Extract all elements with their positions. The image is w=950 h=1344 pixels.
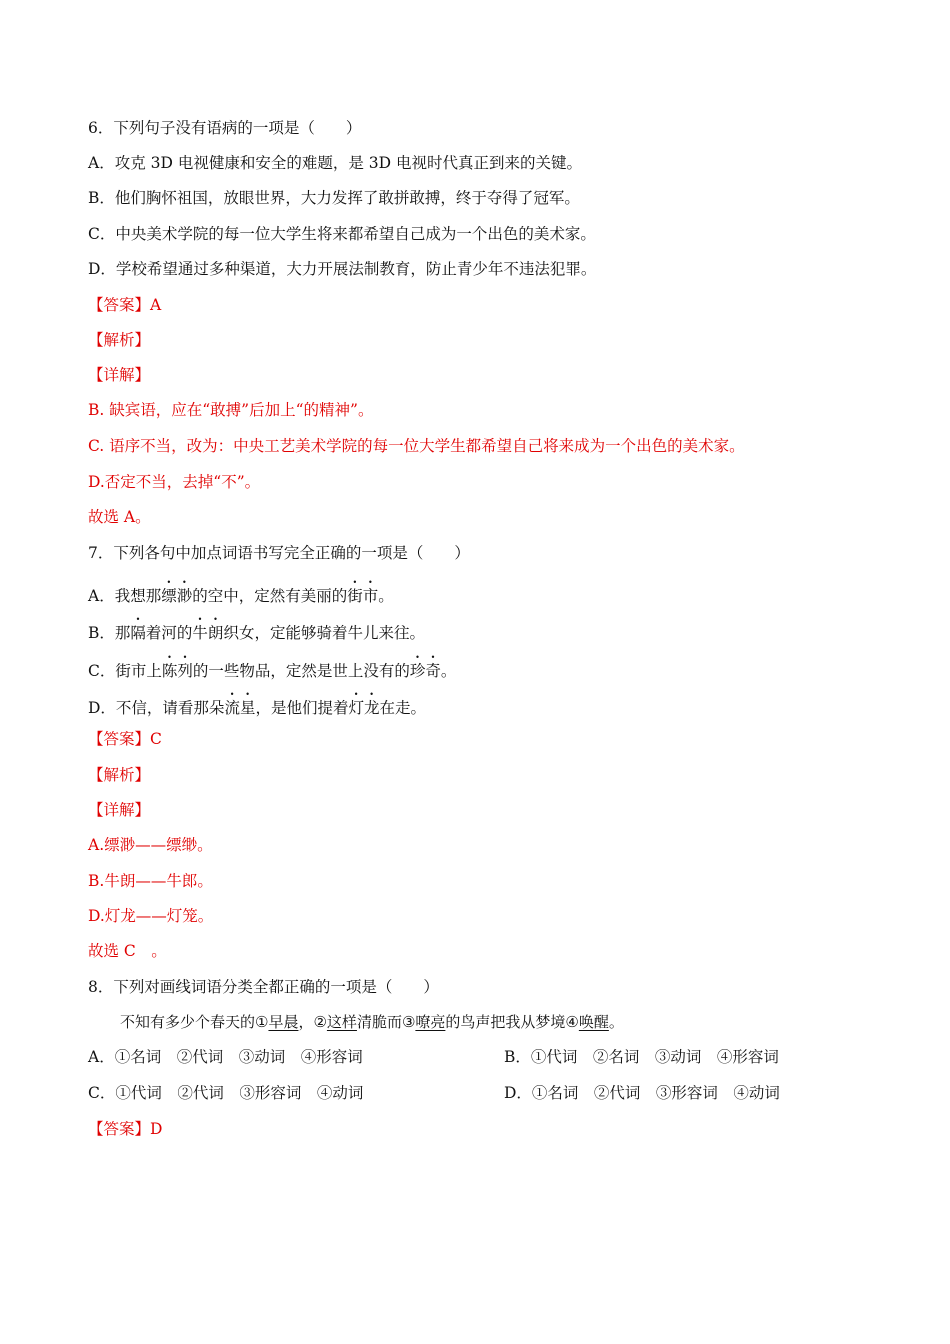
q6-exp-d: D.否定不当，去掉“不”。 <box>88 473 261 491</box>
q8-option-c: C．①代词 ②代词 ③形容词 ④动词 <box>88 1084 364 1102</box>
q8-answer: 【答案】D <box>88 1120 163 1138</box>
dotted-word: 牛朗 <box>192 624 224 642</box>
q6-option-d: D．学校希望通过多种渠道，大力开展法制教育，防止青少年不违法犯罪。 <box>88 260 597 278</box>
dotted-word: 珍奇 <box>409 662 441 680</box>
dotted-word: 灯龙 <box>348 699 380 717</box>
dotted-word: 街市 <box>347 587 379 605</box>
underlined-word: 嘹亮 <box>415 1013 446 1031</box>
q6-analysis: 【解析】 <box>88 331 151 349</box>
underlined-word: 这样 <box>326 1013 357 1031</box>
q7-conclusion: 故选 C 。 <box>88 942 167 960</box>
q7-exp-d: D.灯龙——灯笼。 <box>88 907 214 925</box>
q7-answer: 【答案】C <box>88 730 162 748</box>
q6-option-b: B．他们胸怀祖国，放眼世界，大力发挥了敢拼敢搏，终于夺得了冠军。 <box>88 189 580 207</box>
dotted-word: 隔 <box>130 624 146 642</box>
q7-exp-b: B.牛朗——牛郎。 <box>88 872 213 890</box>
q8-option-d: D．①名词 ②代词 ③形容词 ④动词 <box>504 1084 780 1102</box>
q6-conclusion: 故选 A。 <box>88 508 151 526</box>
q7-option-d: D．不信，请看那朵流星，是他们提着灯龙在走。 <box>88 699 426 717</box>
q8-sentence: 不知有多少个春天的①早晨，②这样清脆而③嘹亮的鸟声把我从梦境④唤醒。 <box>120 1013 624 1031</box>
q7-option-a: A．我想那缥渺的空中，定然有美丽的街市。 <box>88 587 394 605</box>
q8-option-a: A．①名词 ②代词 ③动词 ④形容词 <box>88 1048 363 1066</box>
q7-option-b: B．那隔着河的牛朗织女，定能够骑着牛儿来往。 <box>88 624 425 642</box>
q6-option-c: C．中央美术学院的每一位大学生将来都希望自己成为一个出色的美术家。 <box>88 225 596 243</box>
q7-exp-a: A.缥渺——缥缈。 <box>88 836 213 854</box>
dotted-word: 流星 <box>224 699 256 717</box>
q7-option-c: C．街市上陈列的一些物品，定然是世上没有的珍奇。 <box>88 662 457 680</box>
q6-exp-c: C. 语序不当，改为：中央工艺美术学院的每一位大学生都希望自己将来成为一个出色的美术家。 <box>88 437 745 455</box>
q8-options-row-1 <box>88 1046 888 1068</box>
q6-answer: 【答案】A <box>88 296 162 314</box>
q6-stem: 6．下列句子没有语病的一项是（ ） <box>88 119 362 137</box>
q8-stem: 8．下列对画线词语分类全都正确的一项是（ ） <box>88 978 439 996</box>
dotted-word: 缥渺 <box>161 587 193 605</box>
q8-options-row-2 <box>88 1082 888 1104</box>
q7-analysis: 【解析】 <box>88 766 151 784</box>
q6-detail: 【详解】 <box>88 366 151 384</box>
q6-option-a: A．攻克 3D 电视健康和安全的难题，是 3D 电视时代真正到来的关键。 <box>88 154 582 172</box>
q7-detail: 【详解】 <box>88 801 151 819</box>
q8-option-b: B．①代词 ②名词 ③动词 ④形容词 <box>504 1048 779 1066</box>
dotted-word: 陈列 <box>161 662 193 680</box>
q7-stem: 7．下列各句中加点词语书写完全正确的一项是（ ） <box>88 544 470 562</box>
q6-exp-b: B. 缺宾语，应在“敢搏”后加上“的精神”。 <box>88 401 374 419</box>
underlined-word: 唤醒 <box>578 1013 609 1031</box>
underlined-word: 早晨 <box>268 1013 299 1031</box>
